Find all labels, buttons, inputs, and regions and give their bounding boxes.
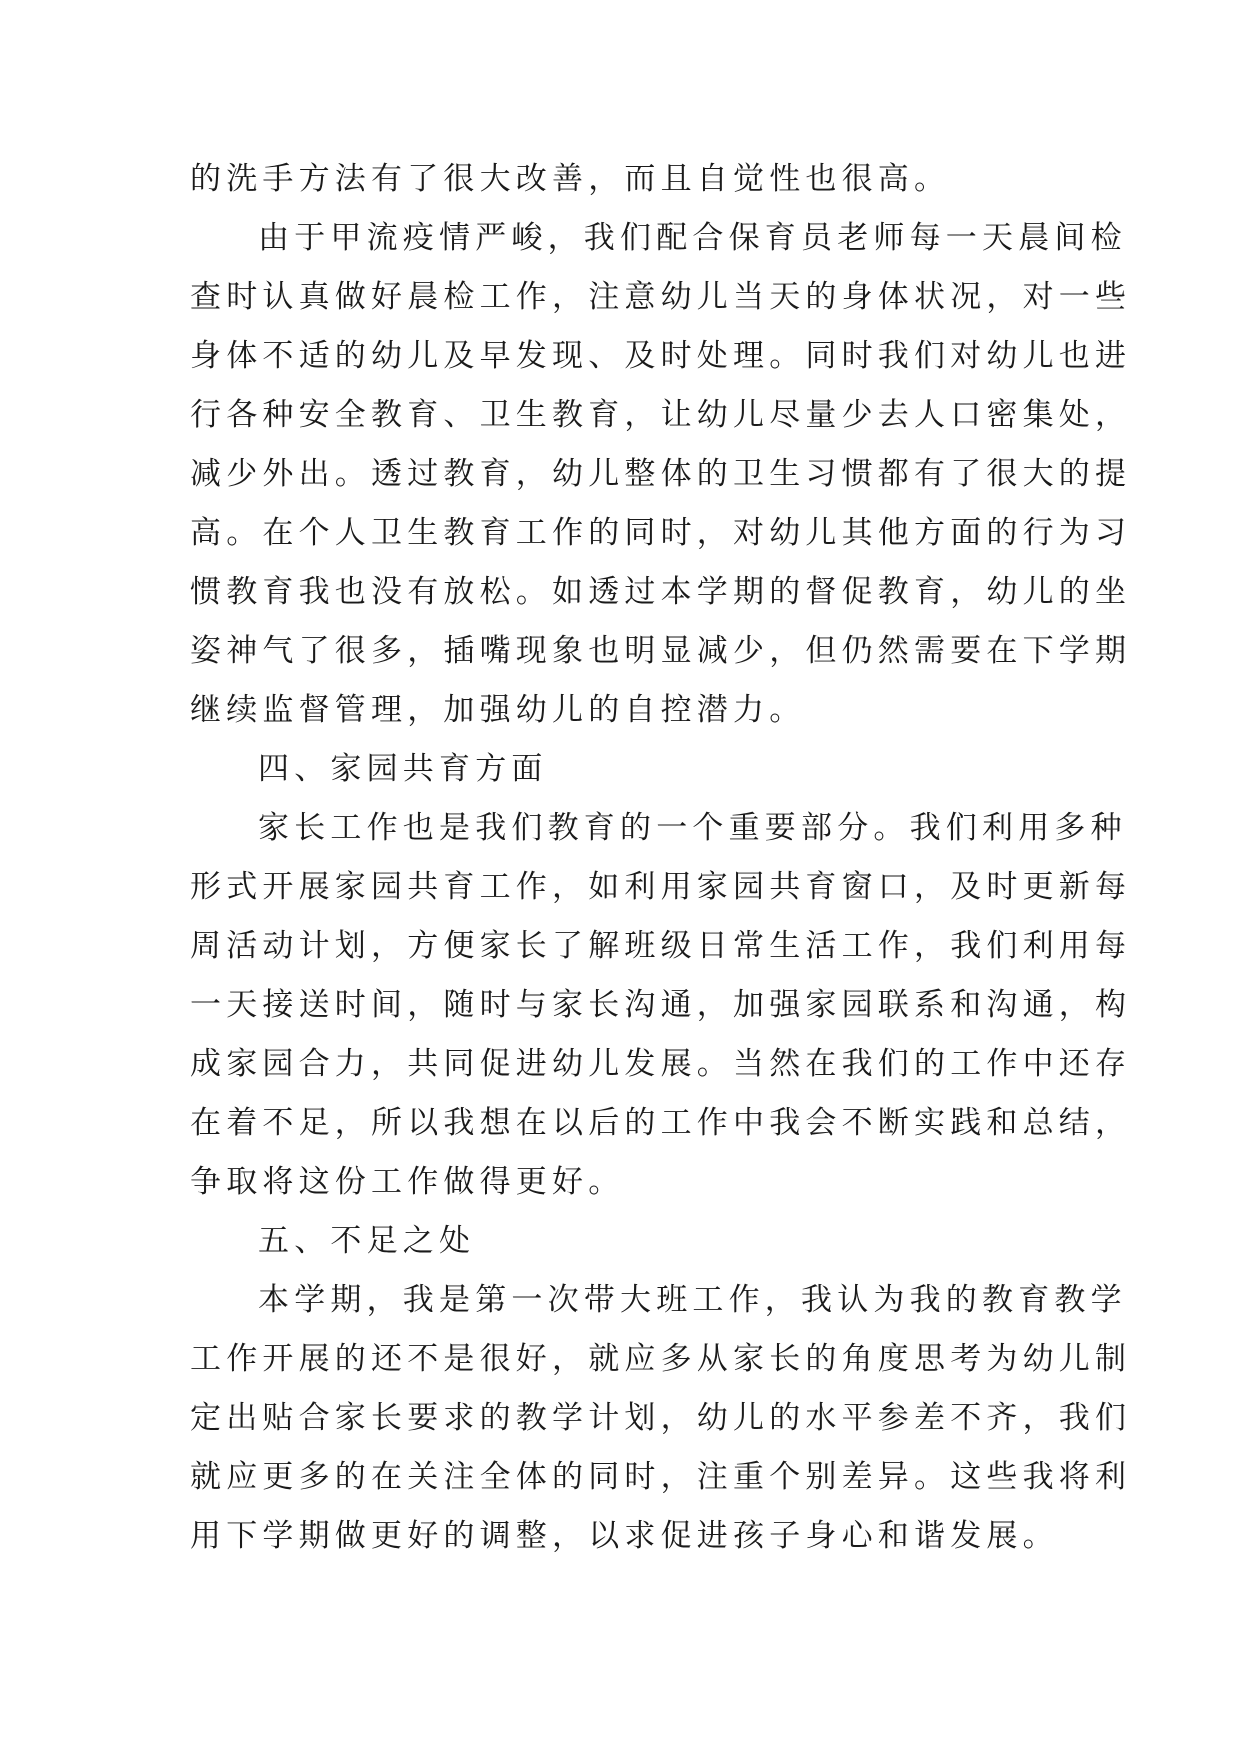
text-line: 成家园合力，共同促进幼儿发展。当然在我们的工作中还存	[190, 1046, 1132, 1082]
text-line: 周活动计划，方便家长了解班级日常生活工作，我们利用每	[190, 928, 1132, 964]
text-line: 用下学期做更好的调整，以求促进孩子身心和谐发展。	[190, 1518, 1059, 1554]
text-line: 行各种安全教育、卫生教育，让幼儿尽量少去人口密集处，	[190, 397, 1132, 433]
paragraph-start-line: 家长工作也是我们教育的一个重要部分。我们利用多种	[258, 810, 1127, 846]
text-line: 形式开展家园共育工作，如利用家园共育窗口，及时更新每	[190, 869, 1132, 905]
text-line: 身体不适的幼儿及早发现、及时处理。同时我们对幼儿也进	[190, 338, 1132, 374]
text-line: 就应更多的在关注全体的同时，注重个别差异。这些我将利	[190, 1459, 1132, 1495]
text-line: 在着不足，所以我想在以后的工作中我会不断实践和总结，	[190, 1105, 1132, 1141]
text-line: 惯教育我也没有放松。如透过本学期的督促教育，幼儿的坐	[190, 574, 1132, 610]
document-body	[190, 150, 1132, 1566]
text-line: 工作开展的还不是很好，就应多从家长的角度思考为幼儿制	[190, 1341, 1132, 1377]
paragraph-start-line: 本学期，我是第一次带大班工作，我认为我的教育教学	[258, 1282, 1127, 1318]
text-line: 高。在个人卫生教育工作的同时，对幼儿其他方面的行为习	[190, 515, 1132, 551]
paragraph-start-line: 由于甲流疫情严峻，我们配合保育员老师每一天晨间检	[258, 220, 1127, 256]
text-line: 定出贴合家长要求的教学计划，幼儿的水平参差不齐，我们	[190, 1400, 1132, 1436]
text-line: 的洗手方法有了很大改善，而且自觉性也很高。	[190, 161, 951, 197]
text-line: 一天接送时间，随时与家长沟通，加强家园联系和沟通，构	[190, 987, 1132, 1023]
text-line: 继续监督管理，加强幼儿的自控潜力。	[190, 692, 806, 728]
section-heading: 五、不足之处	[258, 1223, 476, 1259]
text-line: 争取将这份工作做得更好。	[190, 1164, 625, 1200]
text-line: 减少外出。透过教育，幼儿整体的卫生习惯都有了很大的提	[190, 456, 1132, 492]
text-line: 查时认真做好晨检工作，注意幼儿当天的身体状况，对一些	[190, 279, 1132, 315]
section-heading: 四、家园共育方面	[258, 751, 548, 787]
text-line: 姿神气了很多，插嘴现象也明显减少，但仍然需要在下学期	[190, 633, 1132, 669]
